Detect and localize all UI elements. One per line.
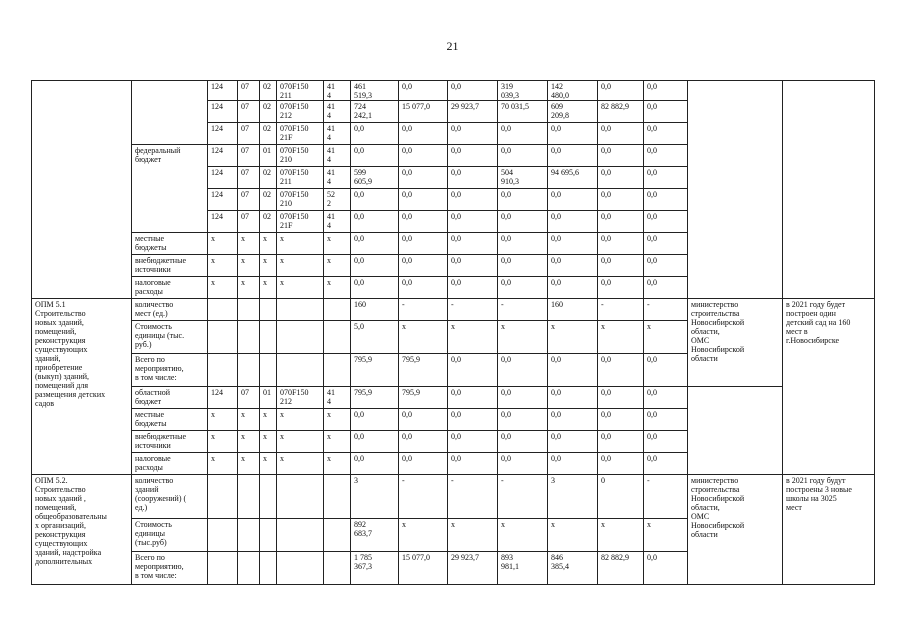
table-cell: 41 4 xyxy=(324,167,351,189)
table-cell: x xyxy=(399,519,448,552)
table-cell: 0,0 xyxy=(498,387,548,409)
table-cell: 0,0 xyxy=(399,277,448,299)
funding-source-label: налоговые расходы xyxy=(132,453,208,475)
table-cell: 846 385,4 xyxy=(548,552,598,585)
table-cell: 0,0 xyxy=(644,167,688,189)
table-cell: 0,0 xyxy=(498,255,548,277)
table-cell: 070F150 21F xyxy=(277,211,324,233)
table-cell xyxy=(208,354,238,387)
table-cell xyxy=(238,519,260,552)
table-cell: 02 xyxy=(260,167,277,189)
table-cell: 0,0 xyxy=(644,81,688,101)
table-cell: 0,0 xyxy=(448,354,498,387)
table-cell: - xyxy=(598,299,644,321)
table-cell: x xyxy=(208,233,238,255)
table-cell: 0,0 xyxy=(644,123,688,145)
table-cell: 15 077,0 xyxy=(399,101,448,123)
budget-table xyxy=(31,80,875,585)
table-cell: 0,0 xyxy=(598,277,644,299)
table-cell: x xyxy=(238,409,260,431)
funding-source-label: количество мест (ед.) xyxy=(132,299,208,321)
table-cell: 0,0 xyxy=(399,431,448,453)
table-cell: 0,0 xyxy=(399,255,448,277)
funding-source-label: внебюджетные источники xyxy=(132,255,208,277)
funding-source-label: налоговые расходы xyxy=(132,277,208,299)
table-cell: 124 xyxy=(208,81,238,101)
table-cell: x xyxy=(277,255,324,277)
table-cell xyxy=(208,321,238,354)
table-cell: 41 4 xyxy=(324,211,351,233)
table-cell: 0,0 xyxy=(399,145,448,167)
table-cell: x xyxy=(324,255,351,277)
table-cell: 892 683,7 xyxy=(351,519,399,552)
table-cell xyxy=(277,321,324,354)
table-cell: - xyxy=(399,475,448,519)
table-cell: 0,0 xyxy=(548,409,598,431)
table-cell: x xyxy=(238,431,260,453)
table-cell: 0,0 xyxy=(548,387,598,409)
table-cell: 0,0 xyxy=(448,189,498,211)
table-cell: x xyxy=(324,409,351,431)
table-cell: 0,0 xyxy=(448,255,498,277)
table-cell: 1 785 367,3 xyxy=(351,552,399,585)
table-cell xyxy=(208,475,238,519)
funding-source-label: Всего по мероприятию, в том числе: xyxy=(132,552,208,585)
table-cell: 0,0 xyxy=(448,431,498,453)
result-cell: в 2021 году будут построены 3 новые школы на 3025 мест xyxy=(783,475,875,585)
table-cell: 893 981,1 xyxy=(498,552,548,585)
table-cell: - xyxy=(498,475,548,519)
table-cell: x xyxy=(324,453,351,475)
table-cell: x xyxy=(598,519,644,552)
table-cell: 0,0 xyxy=(548,123,598,145)
table-cell: 41 4 xyxy=(324,123,351,145)
table-cell: 0,0 xyxy=(399,123,448,145)
table-cell xyxy=(208,519,238,552)
table-cell: x xyxy=(644,321,688,354)
table-cell: x xyxy=(644,519,688,552)
table-cell: x xyxy=(260,431,277,453)
table-cell: 0,0 xyxy=(644,354,688,387)
table-cell: x xyxy=(448,321,498,354)
table-cell: 3 xyxy=(351,475,399,519)
table-cell: 0,0 xyxy=(351,211,399,233)
table-cell: - xyxy=(448,475,498,519)
table-cell: 124 xyxy=(208,211,238,233)
table-cell: 0,0 xyxy=(548,453,598,475)
table-cell: 0,0 xyxy=(498,189,548,211)
table-cell: 0,0 xyxy=(399,409,448,431)
table-cell: 0,0 xyxy=(598,81,644,101)
result-cell: в 2021 году будет построен один детский сад на 160 мест в г.Новосибирске xyxy=(783,299,875,475)
table-cell xyxy=(277,519,324,552)
table-cell: 07 xyxy=(238,123,260,145)
table-cell: 0,0 xyxy=(498,145,548,167)
table-cell: 0,0 xyxy=(548,354,598,387)
table-cell: 0,0 xyxy=(548,145,598,167)
table-cell: 29 923,7 xyxy=(448,101,498,123)
table-cell xyxy=(277,299,324,321)
table-cell: 07 xyxy=(238,145,260,167)
table-cell: 609 209,8 xyxy=(548,101,598,123)
table-cell: 0,0 xyxy=(498,354,548,387)
table-cell: 0,0 xyxy=(351,453,399,475)
table-row xyxy=(32,299,875,321)
table-cell: x xyxy=(277,409,324,431)
table-cell: 795,9 xyxy=(399,354,448,387)
table-cell: 142 480,0 xyxy=(548,81,598,101)
table-cell: 0,0 xyxy=(598,387,644,409)
table-cell: x xyxy=(598,321,644,354)
table-cell: x xyxy=(277,277,324,299)
table-cell: 02 xyxy=(260,123,277,145)
table-cell: x xyxy=(238,277,260,299)
table-cell: x xyxy=(208,453,238,475)
table-cell: 07 xyxy=(238,211,260,233)
funding-source-label: местные бюджеты xyxy=(132,233,208,255)
table-cell: 461 519,3 xyxy=(351,81,399,101)
table-cell: 0,0 xyxy=(548,211,598,233)
table-cell: 0,0 xyxy=(644,145,688,167)
page-number: 21 xyxy=(446,39,459,53)
table-cell: x xyxy=(208,431,238,453)
table-cell: 0,0 xyxy=(644,552,688,585)
table-cell: 0,0 xyxy=(644,453,688,475)
table-cell: 124 xyxy=(208,145,238,167)
table-cell xyxy=(260,321,277,354)
table-cell: 0,0 xyxy=(598,354,644,387)
table-cell xyxy=(277,354,324,387)
funding-source-label: количество зданий (сооружений) ( ед.) xyxy=(132,475,208,519)
table-cell: 0,0 xyxy=(644,189,688,211)
table-cell: 0,0 xyxy=(351,123,399,145)
table-cell: 795,9 xyxy=(351,387,399,409)
table-cell: x xyxy=(238,453,260,475)
table-cell: 070F150 212 xyxy=(277,101,324,123)
table-cell: 0,0 xyxy=(351,255,399,277)
table-cell: x xyxy=(208,277,238,299)
table-cell: 0,0 xyxy=(644,255,688,277)
executor-cell xyxy=(688,81,783,299)
executor-cell: министерство строительства Новосибирской области, ОМС Новосибирской области xyxy=(688,299,783,387)
measure-name: ОПМ 5.2. Строительство новых зданий , помещений, общеобразовательны х организаций, реконструкция существующих зданий, надстройка дополнительных xyxy=(32,475,132,585)
table-cell: 07 xyxy=(238,101,260,123)
table-cell: 599 605,9 xyxy=(351,167,399,189)
table-cell: 795,9 xyxy=(399,387,448,409)
table-cell: 01 xyxy=(260,387,277,409)
table-cell: x xyxy=(277,233,324,255)
funding-source-label: Стоимость единицы (тыс.руб) xyxy=(132,519,208,552)
table-cell xyxy=(324,475,351,519)
table-cell: x xyxy=(238,255,260,277)
executor-cell: министерство строительства Новосибирской области, ОМС Новосибирской области xyxy=(688,475,783,585)
table-cell xyxy=(208,552,238,585)
table-cell: 0,0 xyxy=(351,145,399,167)
table-cell: x xyxy=(324,431,351,453)
table-cell: x xyxy=(277,431,324,453)
table-cell: 0,0 xyxy=(448,123,498,145)
table-cell xyxy=(324,321,351,354)
table-cell: 319 039,3 xyxy=(498,81,548,101)
measure-name: ОПМ 5.1 Строительство новых зданий, помещений, реконструкция существующих зданий, приобретение (выкуп) зданий, помещений для размещения детских садов xyxy=(32,299,132,475)
table-cell: 07 xyxy=(238,189,260,211)
table-cell: 795,9 xyxy=(351,354,399,387)
table-cell: 070F150 212 xyxy=(277,387,324,409)
table-cell: 0,0 xyxy=(598,211,644,233)
table-cell xyxy=(277,552,324,585)
table-cell: 124 xyxy=(208,101,238,123)
table-cell: 070F150 210 xyxy=(277,145,324,167)
table-cell: 02 xyxy=(260,189,277,211)
table-cell xyxy=(260,354,277,387)
table-cell: x xyxy=(448,519,498,552)
table-cell: 070F150 21F xyxy=(277,123,324,145)
table-cell: 0,0 xyxy=(548,189,598,211)
table-cell: x xyxy=(208,255,238,277)
table-cell: - xyxy=(644,299,688,321)
table-cell: 124 xyxy=(208,387,238,409)
table-cell: 5,0 xyxy=(351,321,399,354)
table-cell xyxy=(260,475,277,519)
table-cell: 02 xyxy=(260,101,277,123)
table-cell xyxy=(324,552,351,585)
table-cell xyxy=(260,552,277,585)
table-cell: 0,0 xyxy=(448,145,498,167)
table-cell: 0,0 xyxy=(644,233,688,255)
table-cell: 02 xyxy=(260,211,277,233)
table-cell: 724 242,1 xyxy=(351,101,399,123)
table-cell: 0,0 xyxy=(644,277,688,299)
table-cell: x xyxy=(498,321,548,354)
table-cell: 0,0 xyxy=(448,233,498,255)
table-cell: 160 xyxy=(548,299,598,321)
table-cell: 124 xyxy=(208,167,238,189)
result-cell xyxy=(783,81,875,299)
table-cell: 0,0 xyxy=(498,409,548,431)
table-cell: 0,0 xyxy=(399,167,448,189)
table-cell xyxy=(238,552,260,585)
table-cell: 15 077,0 xyxy=(399,552,448,585)
table-cell: 29 923,7 xyxy=(448,552,498,585)
table-cell: 0,0 xyxy=(644,101,688,123)
table-cell: 52 2 xyxy=(324,189,351,211)
table-cell: 41 4 xyxy=(324,101,351,123)
table-cell: - xyxy=(448,299,498,321)
table-cell: x xyxy=(399,321,448,354)
table-cell: 0,0 xyxy=(448,167,498,189)
table-cell xyxy=(260,519,277,552)
table-cell: 41 4 xyxy=(324,145,351,167)
table-cell: 070F150 211 xyxy=(277,81,324,101)
table-cell: 0,0 xyxy=(548,277,598,299)
table-cell: 0,0 xyxy=(448,387,498,409)
funding-source-label: внебюджетные источники xyxy=(132,431,208,453)
table-cell: 0,0 xyxy=(598,189,644,211)
table-cell: 07 xyxy=(238,167,260,189)
table-cell xyxy=(277,475,324,519)
table-cell: 0,0 xyxy=(498,233,548,255)
table-cell: x xyxy=(260,255,277,277)
table-cell xyxy=(324,354,351,387)
table-row xyxy=(32,387,875,409)
executor-cell xyxy=(688,387,783,475)
table-cell: 0,0 xyxy=(598,409,644,431)
table-cell: 0,0 xyxy=(448,409,498,431)
table-cell: 0,0 xyxy=(498,123,548,145)
table-cell: 0,0 xyxy=(399,453,448,475)
table-cell: 0,0 xyxy=(351,277,399,299)
table-cell xyxy=(324,519,351,552)
table-cell: 07 xyxy=(238,387,260,409)
table-cell: 0,0 xyxy=(548,233,598,255)
table-cell: 0,0 xyxy=(498,453,548,475)
table-cell: 0,0 xyxy=(598,123,644,145)
table-cell: 0,0 xyxy=(644,409,688,431)
table-body xyxy=(32,81,875,585)
table-cell: x xyxy=(260,453,277,475)
funding-source-label: федеральный бюджет xyxy=(132,145,208,233)
table-cell: 0,0 xyxy=(548,431,598,453)
table-cell: 124 xyxy=(208,189,238,211)
table-cell: 0,0 xyxy=(351,431,399,453)
table-cell: 0,0 xyxy=(448,81,498,101)
table-cell: 0,0 xyxy=(498,211,548,233)
table-cell: 94 695,6 xyxy=(548,167,598,189)
table-cell: - xyxy=(644,475,688,519)
table-cell: 0,0 xyxy=(448,453,498,475)
table-cell: - xyxy=(498,299,548,321)
table-cell: x xyxy=(260,409,277,431)
table-cell: 0,0 xyxy=(598,453,644,475)
table-cell xyxy=(238,354,260,387)
table-cell: 504 910,3 xyxy=(498,167,548,189)
funding-source-label: местные бюджеты xyxy=(132,409,208,431)
table-cell: x xyxy=(324,277,351,299)
table-cell: 0,0 xyxy=(351,233,399,255)
table-cell: 02 xyxy=(260,81,277,101)
table-cell: x xyxy=(548,519,598,552)
table-cell: 0,0 xyxy=(598,255,644,277)
source-cell xyxy=(132,81,208,145)
table-cell: 41 4 xyxy=(324,387,351,409)
table-cell: x xyxy=(208,409,238,431)
table-cell: 0 xyxy=(598,475,644,519)
table-cell xyxy=(324,299,351,321)
table-cell: 0,0 xyxy=(399,189,448,211)
table-cell: 0,0 xyxy=(598,167,644,189)
table-cell: 0,0 xyxy=(351,189,399,211)
table-cell: 0,0 xyxy=(644,211,688,233)
table-cell: x xyxy=(238,233,260,255)
table-cell: 3 xyxy=(548,475,598,519)
table-cell: 0,0 xyxy=(498,277,548,299)
table-cell: x xyxy=(548,321,598,354)
funding-source-label: Всего по мероприятию, в том числе: xyxy=(132,354,208,387)
table-cell: x xyxy=(498,519,548,552)
table-cell: 07 xyxy=(238,81,260,101)
table-cell: 0,0 xyxy=(351,409,399,431)
table-cell: 0,0 xyxy=(548,255,598,277)
table-cell: 41 4 xyxy=(324,81,351,101)
table-cell xyxy=(238,475,260,519)
table-cell: 0,0 xyxy=(644,431,688,453)
table-cell: 0,0 xyxy=(448,211,498,233)
table-cell: 124 xyxy=(208,123,238,145)
table-cell: x xyxy=(277,453,324,475)
table-cell: 070F150 210 xyxy=(277,189,324,211)
table-cell: 0,0 xyxy=(399,81,448,101)
table-row xyxy=(32,81,875,101)
funding-source-label: областной бюджет xyxy=(132,387,208,409)
table-cell xyxy=(238,299,260,321)
table-cell xyxy=(260,299,277,321)
table-cell: 160 xyxy=(351,299,399,321)
table-cell xyxy=(238,321,260,354)
table-cell: 0,0 xyxy=(498,431,548,453)
table-cell: 0,0 xyxy=(598,431,644,453)
table-cell: 01 xyxy=(260,145,277,167)
table-cell: 0,0 xyxy=(399,233,448,255)
table-cell xyxy=(208,299,238,321)
table-row xyxy=(32,475,875,519)
table-cell: 070F150 211 xyxy=(277,167,324,189)
table-cell: 0,0 xyxy=(448,277,498,299)
measure-name-cell xyxy=(32,81,132,299)
table-cell: 82 882,9 xyxy=(598,101,644,123)
table-cell: 82 882,9 xyxy=(598,552,644,585)
table-cell: 0,0 xyxy=(598,233,644,255)
table-cell: 70 031,5 xyxy=(498,101,548,123)
table-cell: 0,0 xyxy=(598,145,644,167)
table-cell: x xyxy=(260,233,277,255)
table-cell: 0,0 xyxy=(644,387,688,409)
funding-source-label: Стоимость единицы (тыс. руб.) xyxy=(132,321,208,354)
table-cell: x xyxy=(324,233,351,255)
table-cell: 0,0 xyxy=(399,211,448,233)
table-cell: x xyxy=(260,277,277,299)
table-cell: - xyxy=(399,299,448,321)
